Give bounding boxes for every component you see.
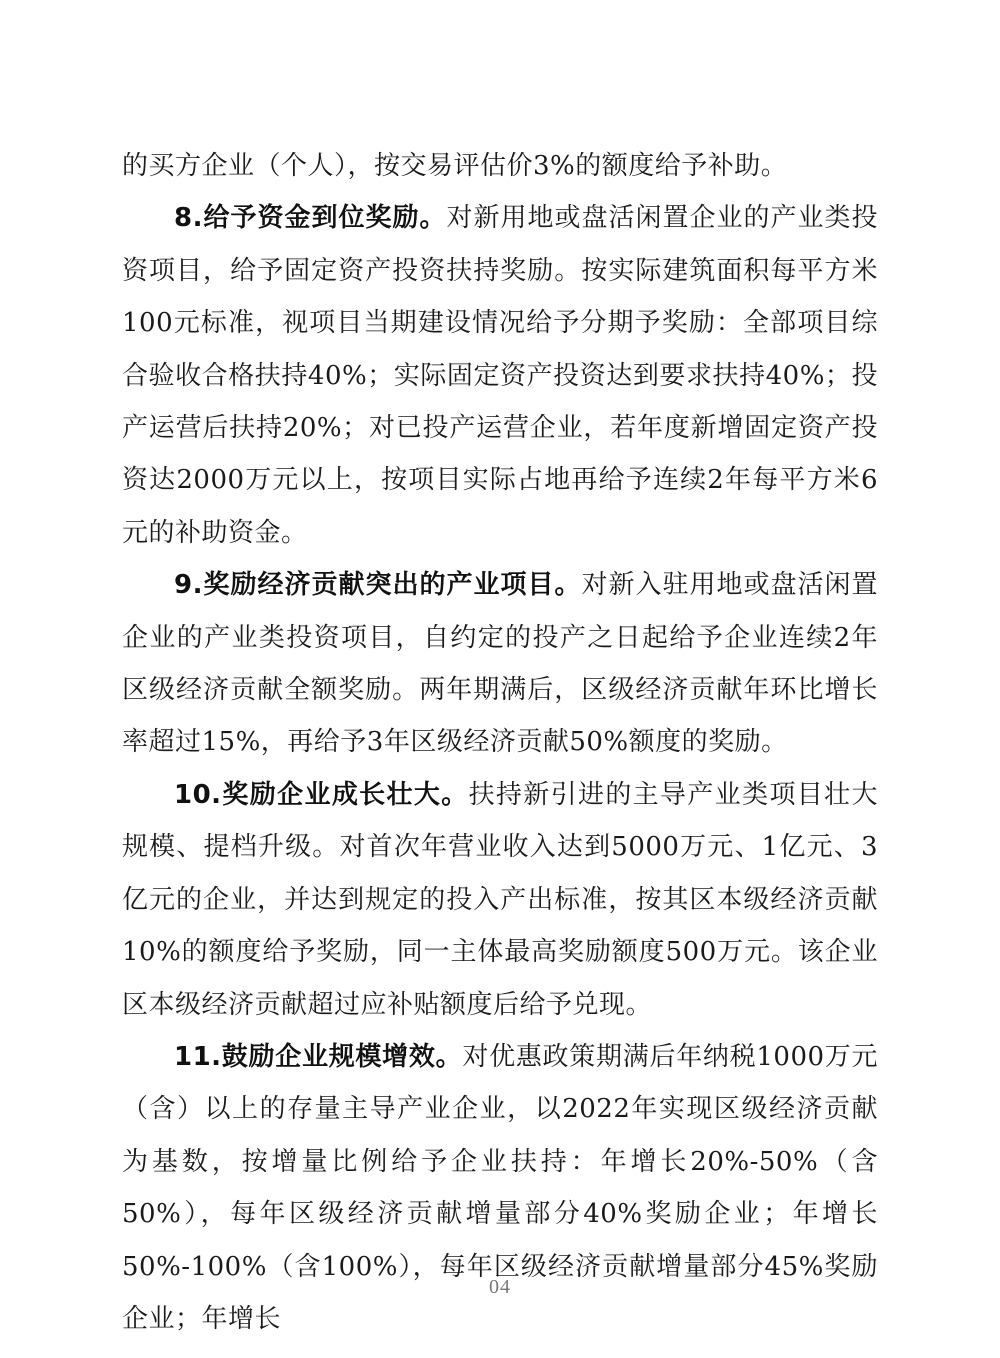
paragraph-item-9 [122, 559, 878, 769]
paragraph-heading: 8.给予资金到位奖励。 [174, 203, 447, 234]
paragraph-text: 的买方企业（个人），按交易评估价3%的额度给予补助。 [122, 151, 788, 181]
page-number: 04 [489, 1276, 511, 1298]
paragraph-continuation [122, 140, 878, 192]
document-body [122, 140, 878, 1345]
paragraph-text: 对新入驻用地或盘活闲置企业的产业类投资项目，自约定的投产之日起给予企业连续2年区级经济贡献全额奖励。两年期满后，区级经济贡献年环比增长率超过15%，再给予3年区级经济贡献50%额度的奖励。 [122, 570, 878, 758]
paragraph-text: 对优惠政策期满后年纳税1000万元（含）以上的存量主导产业企业，以2022年实现区级经济贡献为基数，按增量比例给予企业扶持：年增长20%-50%（含50%），每年区级经济贡献增量部分40%奖励企业；年增长50%-100%（含100%），每年区级经济贡献增量部分45%奖励企业；年增长 [122, 1041, 879, 1334]
paragraph-heading: 10.奖励企业成长壮大。 [174, 779, 469, 810]
paragraph-heading: 9.奖励经济贡献突出的产业项目。 [174, 570, 582, 601]
paragraph-text: 扶持新引进的主导产业类项目壮大规模、提档升级。对首次年营业收入达到5000万元、1亿元、3亿元的企业，并达到规定的投入产出标准，按其区本级经济贡献10%的额度给予奖励，同一主体最高奖励额度500万元。该企业区本级经济贡献超过应补贴额度后给予兑现。 [122, 779, 878, 1020]
paragraph-item-8 [122, 192, 878, 559]
paragraph-item-10 [122, 769, 878, 1031]
paragraph-text: 对新用地或盘活闲置企业的产业类投资项目，给予固定资产投资扶持奖励。按实际建筑面积每平方米100元标准，视项目当期建设情况给予分期予奖励：全部项目综合验收合格扶持40%；实际固定资产投资达到要求扶持40%；投产运营后扶持20%；对已投产运营企业，若年度新增固定资产投资达2000万元以上，按项目实际占地再给予连续2年每平方米6元的补助资金。 [122, 203, 878, 548]
paragraph-heading: 11.鼓励企业规模增效。 [174, 1041, 463, 1072]
